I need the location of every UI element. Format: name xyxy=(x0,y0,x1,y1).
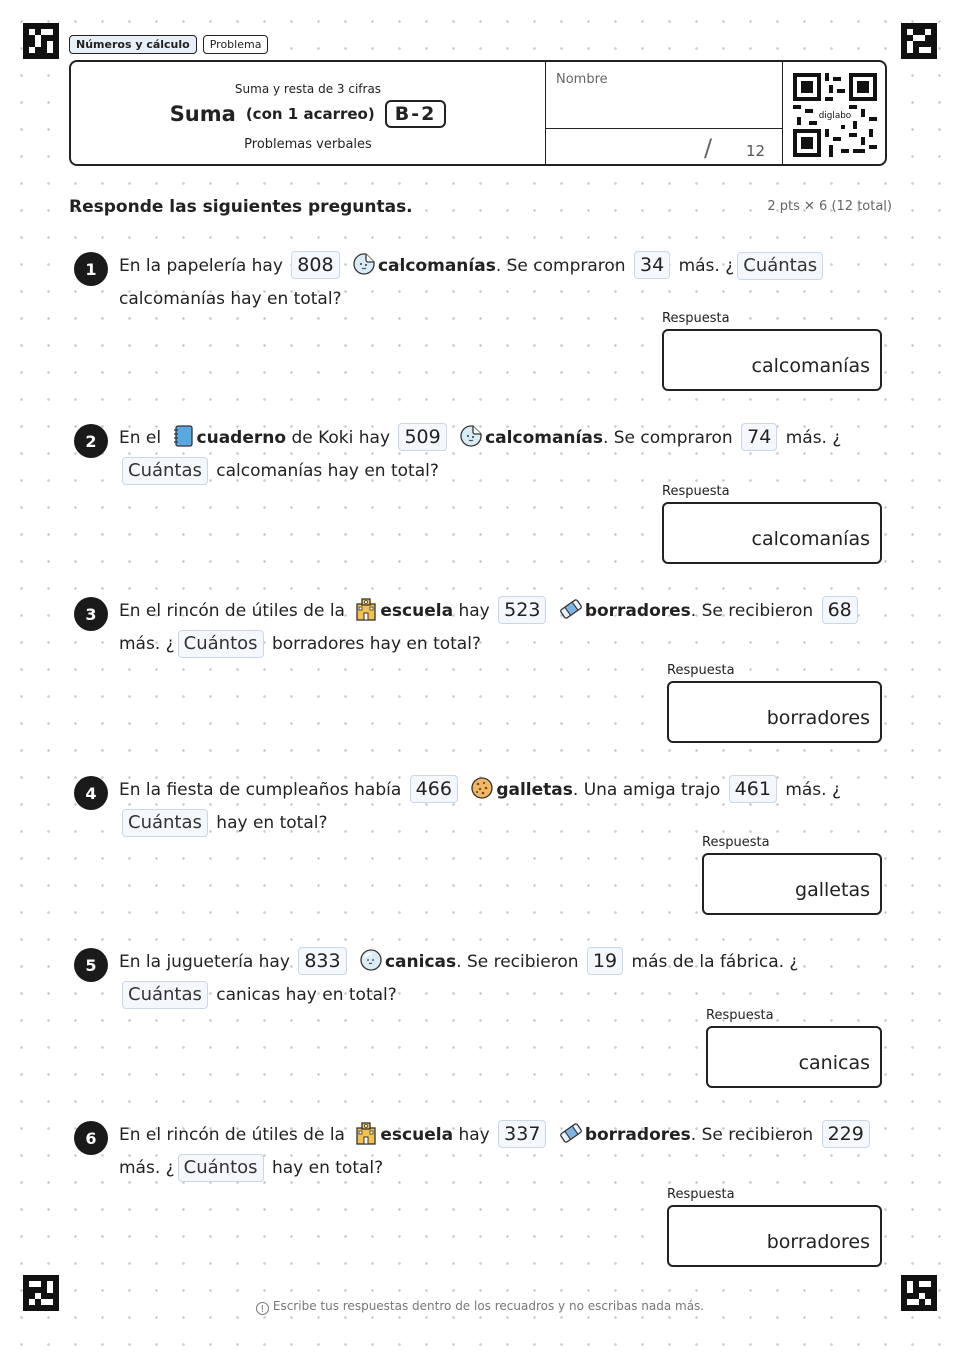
problem-number: 2 xyxy=(74,424,108,458)
text-segment: más. ¿ xyxy=(119,1158,175,1178)
item-name: borradores xyxy=(584,601,691,621)
text-segment: En el rincón de útiles de la xyxy=(119,601,345,621)
topic: Suma y resta de 3 cifras xyxy=(234,82,382,96)
text-segment: En el xyxy=(119,428,162,448)
answer-label: Respuesta xyxy=(667,663,735,678)
school-icon xyxy=(354,597,378,621)
problem-text xyxy=(119,946,889,1012)
answer-label: Respuesta xyxy=(662,311,730,326)
info-icon: ! xyxy=(256,1302,269,1315)
answer-unit: calcomanías xyxy=(751,355,870,377)
footer-note xyxy=(0,1299,960,1315)
answer-label: Respuesta xyxy=(662,484,730,499)
answer-label: Respuesta xyxy=(702,835,770,850)
answer-unit: galletas xyxy=(795,879,870,901)
place-name: cuaderno xyxy=(196,428,287,448)
question-word: Cuántas xyxy=(737,252,823,280)
title-main: Suma xyxy=(169,102,236,126)
tag-type: Problema xyxy=(203,35,269,54)
problem-text xyxy=(119,250,889,316)
problem-number: 6 xyxy=(74,1121,108,1155)
text-segment: más. ¿ xyxy=(785,428,842,448)
category-tags xyxy=(69,35,268,54)
score-slash: / xyxy=(704,134,713,162)
page-title xyxy=(71,100,545,128)
qr-brand: diglabo xyxy=(818,111,852,122)
divider xyxy=(546,128,782,129)
school-icon xyxy=(354,1121,378,1145)
corner-marker-top-left xyxy=(23,23,59,59)
worksheet-header xyxy=(69,60,887,166)
place-name: escuela xyxy=(380,601,454,621)
question-word: Cuántos xyxy=(178,630,264,658)
text-segment: hay xyxy=(458,601,490,621)
question-word: Cuántas xyxy=(122,809,208,837)
text-segment: hay en total? xyxy=(271,1158,384,1178)
answer-label: Respuesta xyxy=(667,1187,735,1202)
text-segment: En la papelería hay xyxy=(119,256,283,276)
name-score-block xyxy=(545,62,783,164)
number-box: 808 xyxy=(291,251,339,279)
text-segment: canicas hay en total? xyxy=(216,985,397,1005)
corner-marker-top-right xyxy=(901,23,937,59)
problem-text xyxy=(119,774,889,840)
footer-text: Escribe tus respuestas dentro de los recuadros y no escribas nada más. xyxy=(272,1299,705,1313)
item-name: calcomanías xyxy=(377,256,496,276)
place-name: escuela xyxy=(380,1125,454,1145)
number-box: 461 xyxy=(729,775,777,803)
subtitle: Problemas verbales xyxy=(244,137,372,152)
problem-number: 1 xyxy=(74,252,108,286)
text-segment: . Una amiga trajo xyxy=(572,780,721,800)
answer-box[interactable] xyxy=(662,502,882,564)
question-word: Cuántos xyxy=(178,1154,264,1182)
number-box: 466 xyxy=(410,775,458,803)
text-segment: hay xyxy=(458,1125,490,1145)
eraser-icon xyxy=(559,1121,583,1145)
number-box: 19 xyxy=(587,947,623,975)
answer-box[interactable] xyxy=(667,681,882,743)
text-segment: hay en total? xyxy=(216,813,328,833)
problem-text xyxy=(119,595,889,661)
marble-icon xyxy=(359,948,383,972)
notebook-icon xyxy=(171,424,195,448)
cookie-icon xyxy=(470,776,494,800)
eraser-icon xyxy=(559,597,583,621)
problem-number: 4 xyxy=(74,776,108,810)
answer-unit: borradores xyxy=(766,707,870,729)
text-segment: borradores hay en total? xyxy=(271,634,481,654)
item-name: calcomanías xyxy=(485,428,603,448)
problem-text xyxy=(119,422,889,488)
text-segment: En la juguetería hay xyxy=(119,952,290,972)
problem-number: 5 xyxy=(74,948,108,982)
level-code: B-2 xyxy=(385,100,447,128)
answer-unit: calcomanías xyxy=(751,528,870,550)
points-info: 2 pts ✕ 6 (12 total) xyxy=(767,199,892,214)
answer-box[interactable] xyxy=(702,853,882,915)
text-segment: . Se compraron xyxy=(495,256,626,276)
answer-box[interactable] xyxy=(662,329,882,391)
text-segment: más de la fábrica. ¿ xyxy=(631,952,799,972)
name-label: Nombre xyxy=(556,72,608,87)
title-block xyxy=(71,62,545,164)
text-segment: más. ¿ xyxy=(785,780,841,800)
text-segment: . Se recibieron xyxy=(690,601,814,621)
text-segment: calcomanías hay en total? xyxy=(119,289,342,309)
sticker-icon xyxy=(352,252,376,276)
text-segment: En la fiesta de cumpleaños había xyxy=(119,780,402,800)
text-segment: calcomanías hay en total? xyxy=(216,461,439,481)
text-segment: . Se recibieron xyxy=(690,1125,814,1145)
answer-unit: borradores xyxy=(766,1231,870,1253)
qr-code-icon xyxy=(793,73,877,157)
number-box: 34 xyxy=(634,251,670,279)
answer-box[interactable] xyxy=(667,1205,882,1267)
question-word: Cuántas xyxy=(122,457,208,485)
text-segment: más. ¿ xyxy=(678,256,735,276)
text-segment: En el rincón de útiles de la xyxy=(119,1125,345,1145)
tag-category: Números y cálculo xyxy=(69,35,197,54)
number-box: 229 xyxy=(822,1120,870,1148)
title-paren: (con 1 acarreo) xyxy=(245,105,375,123)
item-name: galletas xyxy=(496,780,573,800)
problem-text xyxy=(119,1119,889,1185)
number-box: 509 xyxy=(398,423,446,451)
number-box: 833 xyxy=(298,947,346,975)
score-total: 12 xyxy=(746,142,766,160)
text-segment: . Se compraron xyxy=(602,428,733,448)
text-segment: de Koki hay xyxy=(291,428,391,448)
answer-label: Respuesta xyxy=(706,1008,774,1023)
number-box: 523 xyxy=(498,596,546,624)
text-segment: más. ¿ xyxy=(119,634,175,654)
instructions: Responde las siguientes preguntas. xyxy=(69,197,413,217)
sticker-icon xyxy=(459,424,483,448)
answer-box[interactable] xyxy=(706,1026,882,1088)
number-box: 337 xyxy=(498,1120,546,1148)
question-word: Cuántas xyxy=(122,981,208,1009)
text-segment: . Se recibieron xyxy=(456,952,579,972)
number-box: 68 xyxy=(822,596,858,624)
item-name: canicas xyxy=(384,952,457,972)
problem-number: 3 xyxy=(74,597,108,631)
number-box: 74 xyxy=(741,423,777,451)
answer-unit: canicas xyxy=(798,1052,870,1074)
item-name: borradores xyxy=(584,1125,691,1145)
